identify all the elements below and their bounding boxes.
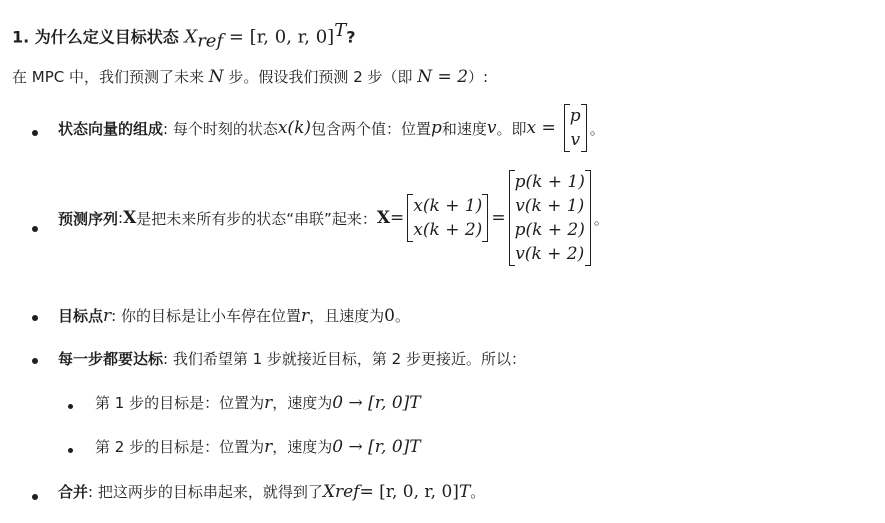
matrix-cell: x(k + 2): [413, 220, 483, 240]
matrix-cell: v(k + 2): [515, 244, 585, 264]
item-label: 状态向量的组成: [58, 119, 164, 138]
expanded-matrix: [509, 170, 591, 266]
intro-math-n-eq: N = 2: [417, 67, 469, 87]
intro-text: 在 MPC 中，我们预测了未来: [12, 68, 209, 86]
intro-text: ）:: [468, 68, 489, 86]
sub-bullet-dot: [68, 404, 73, 409]
bullet-dot: [32, 315, 38, 321]
var-r: r: [300, 305, 310, 326]
var-bold-x: X: [376, 208, 391, 228]
item-text: 和速度: [441, 119, 487, 138]
var-v: v: [486, 118, 497, 138]
math-target: 0 → [r, 0]: [332, 392, 410, 413]
heading-math-sub: ref: [197, 30, 224, 52]
matrix-cell: p(k + 1): [514, 172, 585, 192]
var-p: p: [431, 118, 442, 138]
matrix-cell: v: [570, 130, 581, 150]
bullet-dot: [32, 226, 38, 232]
sub-bullet-dot: [68, 448, 73, 453]
state-matrix: [564, 104, 587, 152]
bullet-dot: [32, 494, 38, 500]
math-sup: T: [409, 436, 421, 457]
item-text: 。: [589, 119, 605, 138]
equals-sign: =: [390, 208, 405, 228]
section-heading: [12, 20, 355, 52]
item-text: 。: [394, 307, 410, 325]
math-rhs: = [r, 0, r, 0]: [359, 481, 459, 502]
math-sub: ref: [334, 481, 360, 502]
item-text: : 每个时刻的状态: [163, 119, 278, 138]
matrix-cell: p(k + 2): [514, 220, 585, 240]
item-text: 。: [593, 209, 609, 228]
item-text: 。: [470, 483, 486, 501]
item-text: : 我们希望第 1 步就接近目标，第 2 步更接近。所以：: [163, 350, 526, 368]
var-r: r: [264, 392, 273, 413]
heading-math-lhs: X: [184, 26, 198, 48]
math-x-k: x(k): [277, 118, 311, 138]
heading-suffix: ?: [346, 27, 356, 47]
item-text: 第 2 步的目标是：位置为: [95, 438, 265, 456]
math-x-ref: X: [322, 481, 335, 502]
var-r: r: [264, 436, 273, 457]
var-bold-x: X: [123, 208, 137, 228]
sub-item-step-1: [95, 392, 421, 413]
matrix-cell: v(k + 1): [515, 196, 585, 216]
list-item-target-point: [58, 305, 410, 326]
item-text: :: [118, 209, 124, 227]
intro-var-n: N: [208, 67, 224, 87]
bullet-dot: [32, 358, 38, 364]
item-label: 目标点: [58, 307, 104, 325]
list-item-merge: [58, 481, 485, 502]
item-text: : 把这两步的目标串起来，就得到了: [88, 483, 323, 501]
item-label: 预测序列: [58, 209, 119, 228]
var-r: r: [103, 305, 112, 326]
list-item-every-step: [58, 348, 526, 369]
item-label: 每一步都要达标: [58, 350, 164, 368]
item-text: ，速度为: [272, 438, 333, 456]
heading-math-rhs: = [r, 0, r, 0]: [223, 26, 335, 48]
item-text: 包含两个值：位置: [311, 119, 432, 138]
equals-sign: =: [491, 208, 506, 228]
item-text: : 你的目标是让小车停在位置: [111, 307, 301, 325]
item-text: 第 1 步的目标是：位置为: [95, 394, 265, 412]
math-target: 0 → [r, 0]: [332, 436, 410, 457]
math-sup: T: [409, 392, 421, 413]
matrix-cell: p: [569, 106, 581, 126]
item-label: 合并: [58, 483, 89, 501]
sequence-matrix: [407, 194, 488, 242]
item-text: 。即: [496, 119, 527, 138]
matrix-cell: x(k + 1): [413, 196, 483, 216]
heading-prefix: 1. 为什么定义目标状态: [12, 27, 179, 47]
sub-item-step-2: [95, 436, 421, 457]
item-text: 是把未来所有步的状态“串联”起来：: [136, 209, 377, 228]
zero-value: 0: [384, 305, 395, 326]
bullet-dot: [32, 130, 38, 136]
item-text: ，且速度为: [309, 307, 385, 325]
math-x-eq: x =: [526, 118, 556, 138]
intro-text: 步。假设我们预测 2 步（即: [223, 68, 418, 86]
intro-paragraph: [12, 66, 488, 87]
list-item-state-vector: [58, 104, 605, 152]
list-item-prediction-sequence: [58, 170, 609, 266]
math-sup: T: [458, 481, 471, 502]
item-text: ，速度为: [272, 394, 333, 412]
heading-math-sup: T: [334, 20, 347, 41]
